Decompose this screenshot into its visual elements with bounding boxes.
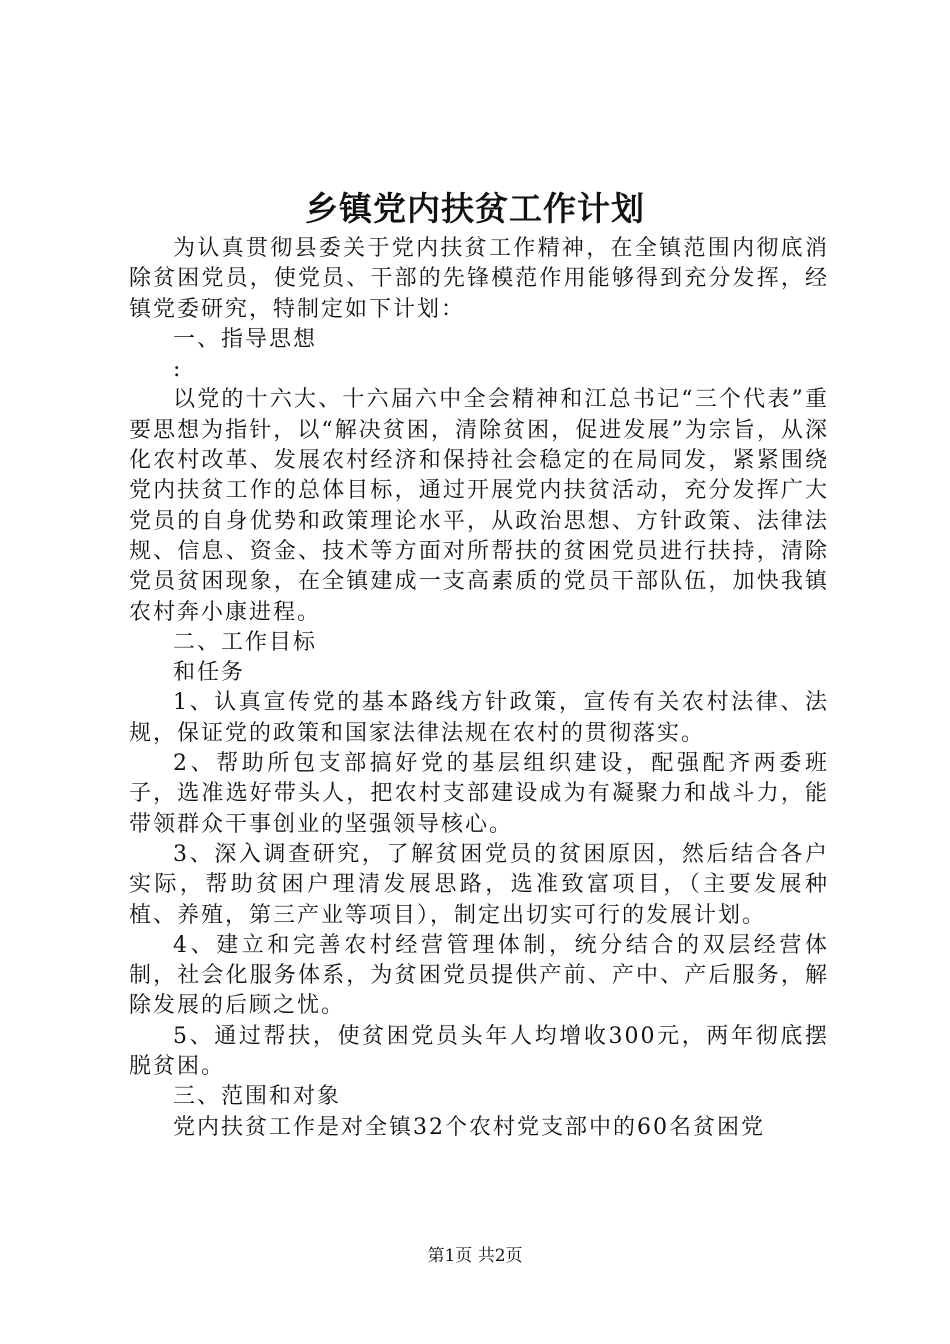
intro-paragraph: 为认真贯彻县委关于党内扶贫工作精神，在全镇范围内彻底消除贫困党员，使党员、干部的先锋模范作用能够得到充分发挥，经镇党委研究，特制定如下计划： — [129, 236, 829, 322]
section-heading-work-goals: 二、工作目标 — [173, 629, 318, 655]
guiding-ideology-paragraph: 以党的十六大、十六届六中全会精神和江总书记“三个代表”重要思想为指针，以“解决贫困，清除贫困，促进发展”为宗旨，从深化农村改革、发展农村经济和保持社会稳定的在局同发，紧紧围绕党内扶贫工作的总体目标，通过开展党内扶贫活动，充分发挥广大党员的自身优势和政策理论水平，从政治思想、方针政策、法律法规、信息、资金、技术等方面对所帮扶的贫困党员进行扶持，清除党员贫困现象，在全镇建成一支高素质的党员干部队伍，加快我镇农村奔小康进程。 — [129, 387, 829, 625]
document-title: 乡镇党内扶贫工作计划 — [305, 189, 645, 228]
goal-item-2: 2、帮助所包支部搞好党的基层组织建设，配强配齐两委班子，选准选好带头人，把农村支部建设成为有凝聚力和战斗力，能带领群众干事创业的坚强领导核心。 — [129, 751, 829, 837]
goal-item-5: 5、通过帮扶，使贫困党员头年人均增收300元，两年彻底摆脱贫困。 — [129, 1023, 829, 1080]
section-heading-guiding-ideology: 一、指导思想 — [173, 326, 318, 352]
section-colon: : — [173, 357, 183, 383]
page-footer: 第1页 共2页 — [427, 1246, 523, 1266]
section-heading-scope: 三、范围和对象 — [173, 1084, 342, 1110]
goal-item-1: 1、认真宣传党的基本路线方针政策，宣传有关农村法律、法规，保证党的政策和国家法律法规在农村的贯彻落实。 — [129, 690, 829, 746]
goal-item-3: 3、深入调查研究，了解贫困党员的贫困原因，然后结合各户实际，帮助贫困户理清发展思路，选准致富项目，（主要发展种植、养殖，第三产业等项目），制定出切实可行的发展计划。 — [129, 841, 829, 928]
section-heading-work-goals-cont: 和任务 — [173, 660, 246, 686]
goal-item-4: 4、建立和完善农村经营管理体制，统分结合的双层经营体制，社会化服务体系，为贫困党员提供产前、产中、产后服务，解除发展的后顾之忧。 — [129, 932, 829, 1019]
scope-paragraph: 党内扶贫工作是对全镇32个农村党支部中的60名贫困党 — [173, 1114, 765, 1140]
document-body — [129, 234, 829, 1143]
